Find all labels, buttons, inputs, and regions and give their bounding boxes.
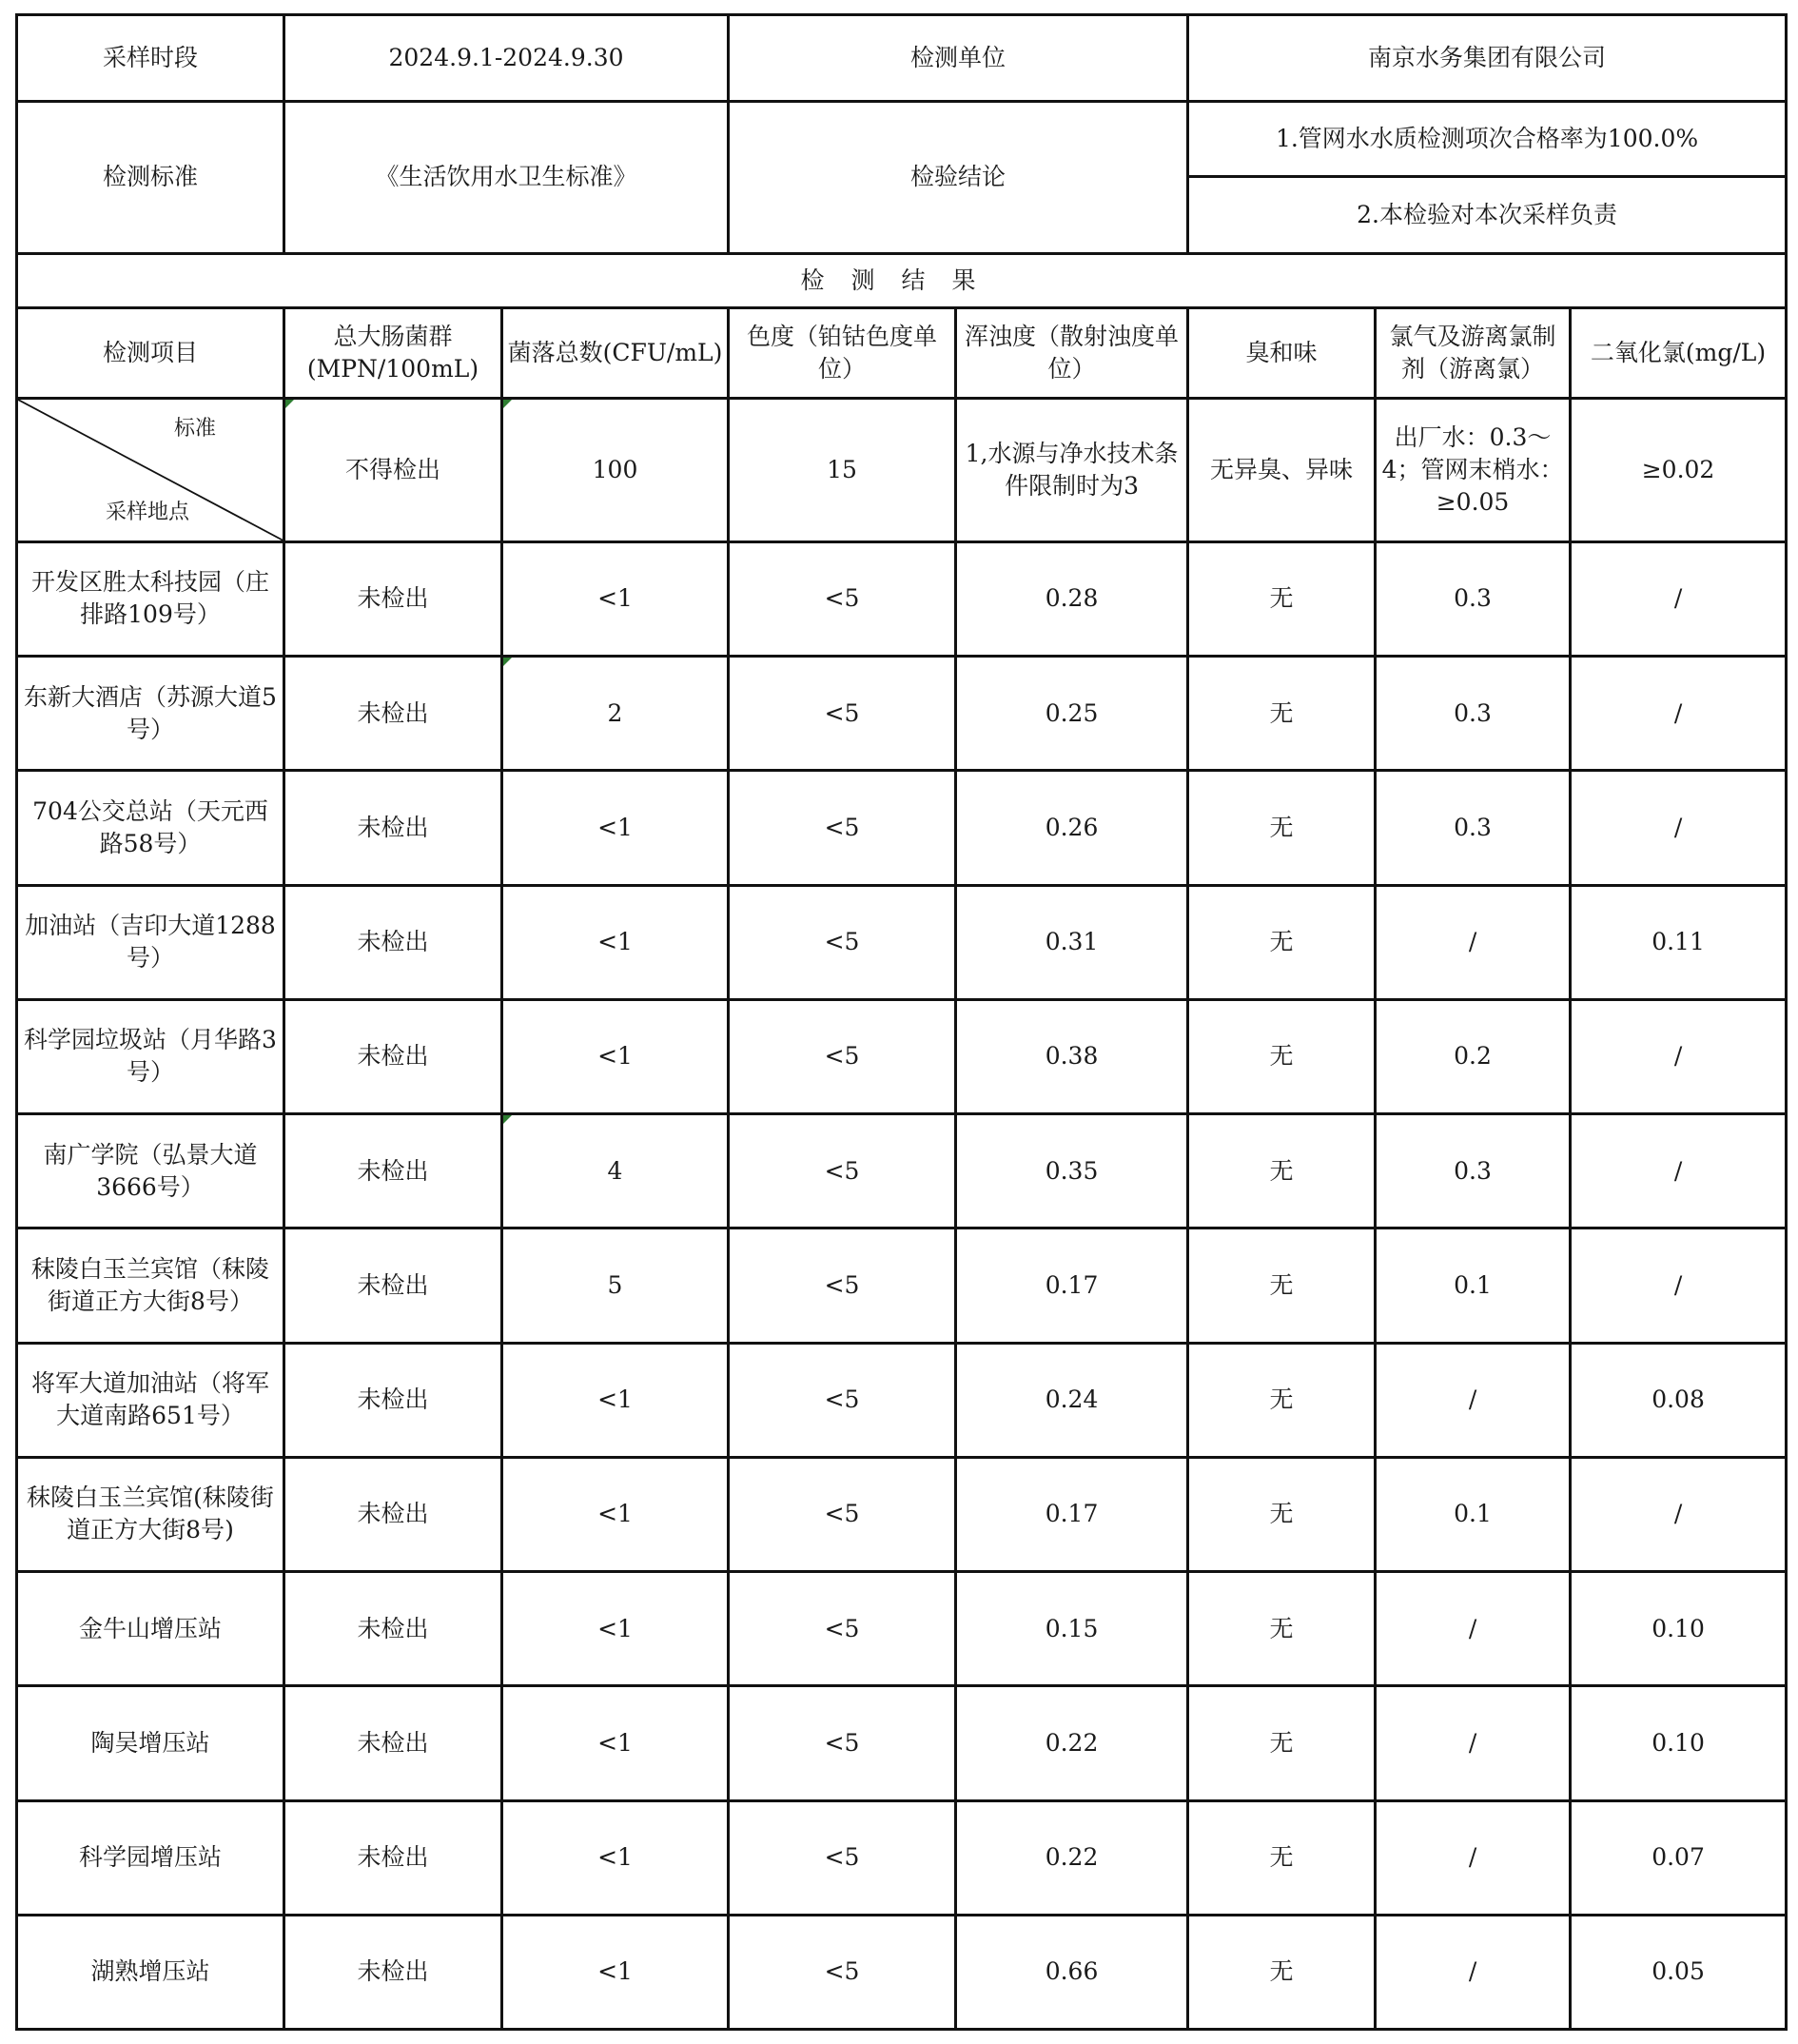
col-header-odor: 臭和味 bbox=[1188, 308, 1376, 399]
cell-chlorine: 0.3 bbox=[1376, 771, 1571, 885]
cell-color: <5 bbox=[729, 1457, 956, 1571]
cell-odor: 无 bbox=[1188, 1686, 1376, 1800]
cell-odor: 无 bbox=[1188, 1572, 1376, 1686]
cell-chlorine-dioxide: 0.05 bbox=[1571, 1915, 1787, 2029]
cell-coliform: 未检出 bbox=[284, 771, 502, 885]
cell-turbidity: 0.26 bbox=[956, 771, 1188, 885]
cell-coliform: 未检出 bbox=[284, 1686, 502, 1800]
col-header-turbidity: 浑浊度（散射浊度单位） bbox=[956, 308, 1188, 399]
column-header-row bbox=[17, 308, 1787, 399]
cell-colony: <1 bbox=[502, 999, 729, 1113]
cell-location: 东新大酒店（苏源大道5号） bbox=[17, 657, 284, 771]
cell-colony: <1 bbox=[502, 1343, 729, 1457]
col-header-item: 检测项目 bbox=[17, 308, 284, 399]
cell-chlorine: 0.3 bbox=[1376, 1114, 1571, 1228]
cell-chlorine: / bbox=[1376, 1800, 1571, 1915]
cell-turbidity: 0.25 bbox=[956, 657, 1188, 771]
cell-turbidity: 0.38 bbox=[956, 999, 1188, 1113]
cell-coliform: 未检出 bbox=[284, 1572, 502, 1686]
cell-chlorine: / bbox=[1376, 1915, 1571, 2029]
sampling-period-value: 2024.9.1-2024.9.30 bbox=[284, 15, 729, 102]
cell-chlorine: 0.1 bbox=[1376, 1228, 1571, 1343]
cell-chlorine-dioxide: / bbox=[1571, 1457, 1787, 1571]
conclusion-label: 检验结论 bbox=[729, 101, 1188, 253]
cell-turbidity: 0.66 bbox=[956, 1915, 1188, 2029]
cell-colony: <1 bbox=[502, 771, 729, 885]
table-row bbox=[17, 1228, 1787, 1343]
test-unit-label: 检测单位 bbox=[729, 15, 1188, 102]
conclusion-2: 2.本检验对本次采样负责 bbox=[1188, 176, 1787, 253]
cell-chlorine: / bbox=[1376, 1686, 1571, 1800]
standard-value: 《生活饮用水卫生标准》 bbox=[284, 101, 729, 253]
cell-location: 湖熟增压站 bbox=[17, 1915, 284, 2029]
cell-odor: 无 bbox=[1188, 1800, 1376, 1915]
cell-odor: 无 bbox=[1188, 999, 1376, 1113]
cell-color: <5 bbox=[729, 1915, 956, 2029]
diagonal-label-location: 采样地点 bbox=[106, 500, 190, 524]
cell-color: <5 bbox=[729, 657, 956, 771]
diagonal-header-cell bbox=[17, 399, 284, 542]
cell-location: 704公交总站（天元西路58号） bbox=[17, 771, 284, 885]
cell-color: <5 bbox=[729, 541, 956, 656]
cell-color: <5 bbox=[729, 1228, 956, 1343]
cell-chlorine: 0.2 bbox=[1376, 999, 1571, 1113]
standard-limits-row bbox=[17, 399, 1787, 542]
std-chlorine: 出厂水：0.3～4；管网末梢水：≥0.05 bbox=[1376, 399, 1571, 542]
table-row bbox=[17, 657, 1787, 771]
cell-colony: <1 bbox=[502, 1572, 729, 1686]
cell-chlorine-dioxide: / bbox=[1571, 771, 1787, 885]
cell-colony: 4 bbox=[502, 1114, 729, 1228]
cell-chlorine-dioxide: / bbox=[1571, 541, 1787, 656]
cell-color: <5 bbox=[729, 999, 956, 1113]
cell-chlorine-dioxide: / bbox=[1571, 1228, 1787, 1343]
cell-turbidity: 0.17 bbox=[956, 1457, 1188, 1571]
test-unit-value: 南京水务集团有限公司 bbox=[1188, 15, 1787, 102]
cell-colony: <1 bbox=[502, 1457, 729, 1571]
cell-turbidity: 0.17 bbox=[956, 1228, 1188, 1343]
col-header-color: 色度（铂钴色度单位） bbox=[729, 308, 956, 399]
cell-coliform: 未检出 bbox=[284, 1457, 502, 1571]
cell-turbidity: 0.22 bbox=[956, 1686, 1188, 1800]
table-row bbox=[17, 1686, 1787, 1800]
cell-chlorine: / bbox=[1376, 1572, 1571, 1686]
table-row bbox=[17, 1343, 1787, 1457]
cell-color: <5 bbox=[729, 1572, 956, 1686]
cell-turbidity: 0.31 bbox=[956, 885, 1188, 999]
cell-odor: 无 bbox=[1188, 885, 1376, 999]
col-header-chlorine-dioxide: 二氧化氯(mg/L) bbox=[1571, 308, 1787, 399]
std-colony: 100 bbox=[502, 399, 729, 542]
results-banner: 检测结果 bbox=[17, 253, 1787, 308]
cell-colony: <1 bbox=[502, 885, 729, 999]
table-row bbox=[17, 1915, 1787, 2029]
cell-colony: <1 bbox=[502, 1915, 729, 2029]
cell-odor: 无 bbox=[1188, 541, 1376, 656]
cell-coliform: 未检出 bbox=[284, 1915, 502, 2029]
table-row bbox=[17, 1800, 1787, 1915]
cell-chlorine: 0.1 bbox=[1376, 1457, 1571, 1571]
cell-colony: <1 bbox=[502, 541, 729, 656]
cell-odor: 无 bbox=[1188, 1915, 1376, 2029]
cell-chlorine: / bbox=[1376, 885, 1571, 999]
cell-chlorine-dioxide: 0.07 bbox=[1571, 1800, 1787, 1915]
cell-coliform: 未检出 bbox=[284, 1114, 502, 1228]
table-row bbox=[17, 1114, 1787, 1228]
cell-location: 科学园增压站 bbox=[17, 1800, 284, 1915]
cell-odor: 无 bbox=[1188, 1457, 1376, 1571]
cell-color: <5 bbox=[729, 771, 956, 885]
cell-colony: 2 bbox=[502, 657, 729, 771]
cell-location: 金牛山增压站 bbox=[17, 1572, 284, 1686]
cell-location: 开发区胜太科技园（庄排路109号） bbox=[17, 541, 284, 656]
cell-chlorine-dioxide: 0.10 bbox=[1571, 1686, 1787, 1800]
cell-chlorine-dioxide: 0.08 bbox=[1571, 1343, 1787, 1457]
table-row bbox=[17, 541, 1787, 656]
std-color: 15 bbox=[729, 399, 956, 542]
cell-coliform: 未检出 bbox=[284, 885, 502, 999]
cell-coliform: 未检出 bbox=[284, 1800, 502, 1915]
cell-odor: 无 bbox=[1188, 771, 1376, 885]
cell-odor: 无 bbox=[1188, 657, 1376, 771]
cell-location: 加油站（吉印大道1288号） bbox=[17, 885, 284, 999]
cell-chlorine: 0.3 bbox=[1376, 541, 1571, 656]
cell-chlorine-dioxide: / bbox=[1571, 1114, 1787, 1228]
cell-coliform: 未检出 bbox=[284, 1343, 502, 1457]
conclusion-1: 1.管网水水质检测项次合格率为100.0% bbox=[1188, 101, 1787, 176]
standard-label: 检测标准 bbox=[17, 101, 284, 253]
cell-turbidity: 0.28 bbox=[956, 541, 1188, 656]
sampling-period-label: 采样时段 bbox=[17, 15, 284, 102]
cell-odor: 无 bbox=[1188, 1228, 1376, 1343]
cell-coliform: 未检出 bbox=[284, 1228, 502, 1343]
cell-coliform: 未检出 bbox=[284, 541, 502, 656]
cell-odor: 无 bbox=[1188, 1343, 1376, 1457]
table-row bbox=[17, 885, 1787, 999]
table-row bbox=[17, 1457, 1787, 1571]
cell-chlorine: 0.3 bbox=[1376, 657, 1571, 771]
cell-color: <5 bbox=[729, 1686, 956, 1800]
std-odor: 无异臭、异味 bbox=[1188, 399, 1376, 542]
cell-color: <5 bbox=[729, 1114, 956, 1228]
col-header-colony: 菌落总数(CFU/mL) bbox=[502, 308, 729, 399]
cell-coliform: 未检出 bbox=[284, 657, 502, 771]
table-row bbox=[17, 999, 1787, 1113]
cell-color: <5 bbox=[729, 1800, 956, 1915]
diagonal-label-standard: 标准 bbox=[173, 417, 216, 442]
cell-colony: <1 bbox=[502, 1800, 729, 1915]
std-turbidity: 1,水源与净水技术条件限制时为3 bbox=[956, 399, 1188, 542]
cell-location: 将军大道加油站（将军大道南路651号） bbox=[17, 1343, 284, 1457]
cell-location: 科学园垃圾站（月华路3号） bbox=[17, 999, 284, 1113]
cell-chlorine-dioxide: / bbox=[1571, 999, 1787, 1113]
col-header-chlorine: 氯气及游离氯制剂（游离氯） bbox=[1376, 308, 1571, 399]
std-coliform: 不得检出 bbox=[284, 399, 502, 542]
water-quality-table bbox=[15, 13, 1788, 2031]
cell-colony: 5 bbox=[502, 1228, 729, 1343]
cell-turbidity: 0.24 bbox=[956, 1343, 1188, 1457]
cell-turbidity: 0.22 bbox=[956, 1800, 1188, 1915]
cell-color: <5 bbox=[729, 1343, 956, 1457]
cell-location: 秣陵白玉兰宾馆(秣陵街道正方大街8号) bbox=[17, 1457, 284, 1571]
col-header-coliform: 总大肠菌群(MPN/100mL) bbox=[284, 308, 502, 399]
cell-chlorine-dioxide: 0.11 bbox=[1571, 885, 1787, 999]
cell-chlorine: / bbox=[1376, 1343, 1571, 1457]
table-row bbox=[17, 771, 1787, 885]
cell-location: 秣陵白玉兰宾馆（秣陵街道正方大街8号） bbox=[17, 1228, 284, 1343]
cell-colony: <1 bbox=[502, 1686, 729, 1800]
data-rows bbox=[17, 541, 1787, 2029]
cell-turbidity: 0.15 bbox=[956, 1572, 1188, 1686]
std-chlorine-dioxide: ≥0.02 bbox=[1571, 399, 1787, 542]
cell-chlorine-dioxide: 0.10 bbox=[1571, 1572, 1787, 1686]
table-row bbox=[17, 1572, 1787, 1686]
cell-location: 陶吴增压站 bbox=[17, 1686, 284, 1800]
cell-coliform: 未检出 bbox=[284, 999, 502, 1113]
cell-odor: 无 bbox=[1188, 1114, 1376, 1228]
cell-location: 南广学院（弘景大道3666号） bbox=[17, 1114, 284, 1228]
cell-color: <5 bbox=[729, 885, 956, 999]
cell-turbidity: 0.35 bbox=[956, 1114, 1188, 1228]
cell-chlorine-dioxide: / bbox=[1571, 657, 1787, 771]
